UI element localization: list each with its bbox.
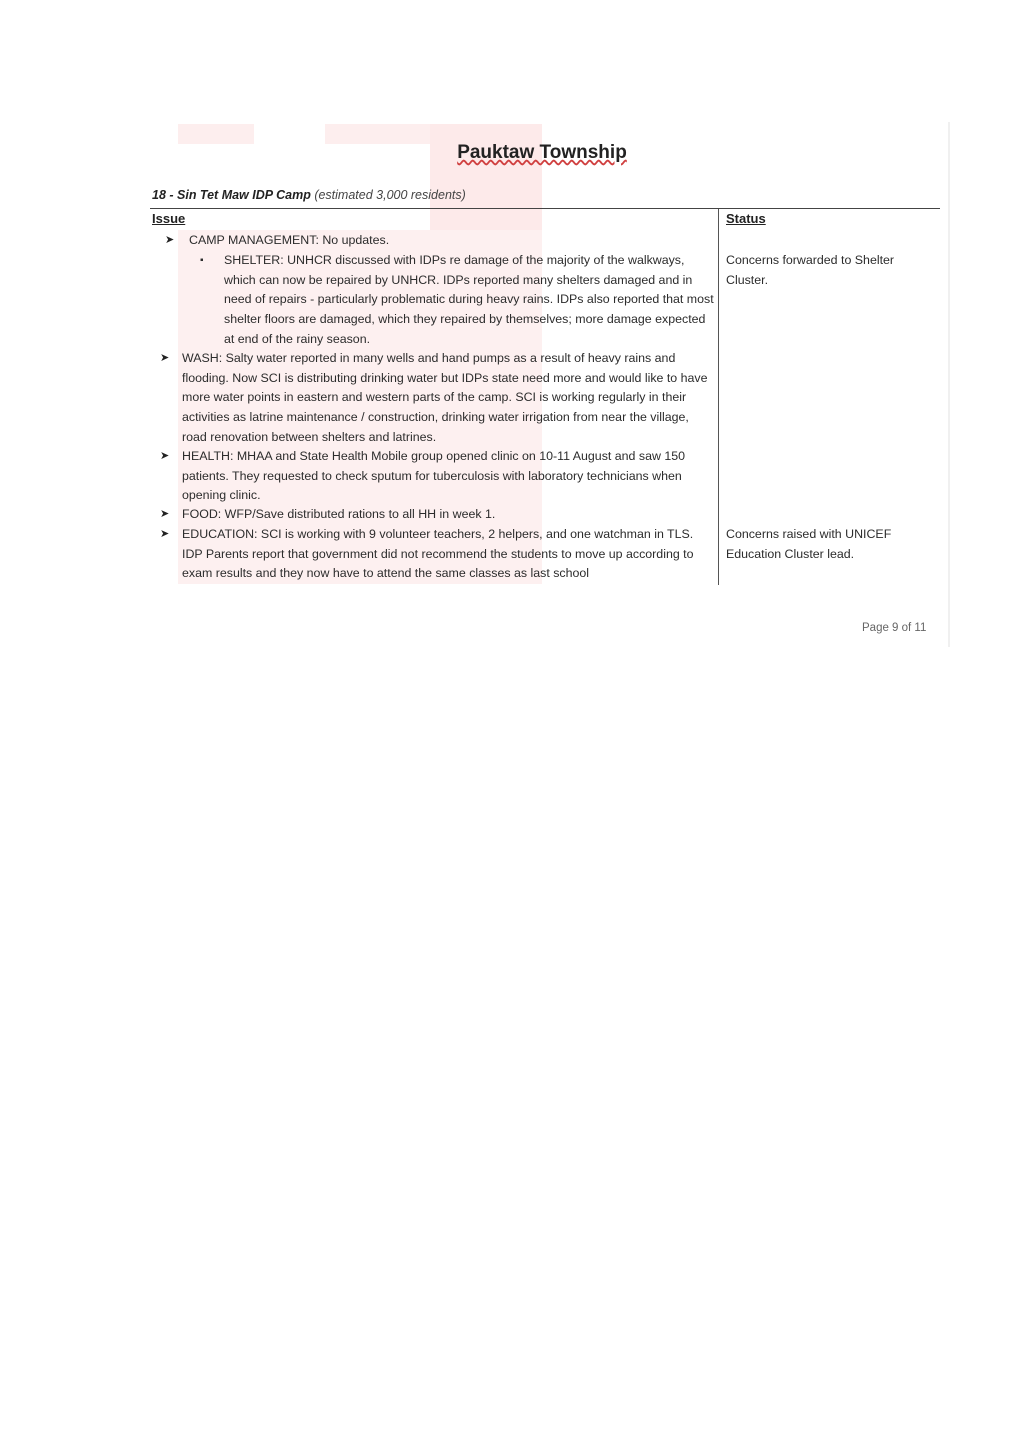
arrow-icon: ➤ [165, 234, 175, 246]
issue-text: WASH: Salty water reported in many wells and hand pumps as a result of heavy rains and flooding. Now SCI is distributing drinking water but IDPs state need more and would like to have more water points in eastern and western parts of the camp. SCI is working regularly in their activities as latrine maintenance / construction, drinking water irrigation from near the village, road renovation between shelters and latrines. [182, 351, 708, 444]
bullet-icon: ▪ [200, 255, 204, 266]
issue-text: SHELTER: UNHCR discussed with IDPs re damage of the majority of the walkways, which can now be repaired by UNHCR. IDPs reported many shelters damaged and in need of repairs - particularly problematic during heavy rains. IDPs also reported that most shelter floors are damaged, which they repaired by themselves; more damage expected at end of the rainy season. [224, 253, 714, 346]
column-divider [718, 209, 719, 585]
issue-text: CAMP MANAGEMENT: No updates. [189, 233, 390, 247]
page-number: Page 9 of 11 [862, 622, 927, 634]
issue-text: EDUCATION: SCI is working with 9 volunteer teachers, 2 helpers, and one watchman in TLS. IDP Parents report that government did not recommend the students to move up according to exam results and they now have to attend the same classes as last school [182, 527, 694, 581]
arrow-icon: ➤ [160, 508, 170, 520]
page-edge [948, 122, 950, 647]
status-education: Concerns raised with UNICEF Education Cluster lead. [726, 527, 892, 561]
watermark-shape [178, 124, 254, 144]
camp-name: 18 - Sin Tet Maw IDP Camp [152, 188, 311, 202]
issue-text: HEALTH: MHAA and State Health Mobile group opened clinic on 10-11 August and saw 150 patients. They requested to check sputum for tuberculosis with laboratory technicians when opening clinic. [182, 449, 686, 503]
issue-text: FOOD: WFP/Save distributed rations to all HH in week 1. [182, 507, 496, 521]
camp-heading [152, 188, 466, 202]
status-header: Status [726, 211, 766, 226]
arrow-icon: ➤ [160, 450, 170, 462]
document-title: Pauktaw Township [457, 142, 627, 163]
status-shelter: Concerns forwarded to Shelter Cluster. [726, 253, 895, 287]
arrow-icon: ➤ [160, 352, 170, 364]
camp-note: (estimated 3,000 residents) [314, 188, 466, 202]
arrow-icon: ➤ [160, 528, 170, 540]
table-rule [150, 208, 940, 209]
issue-header: Issue [152, 211, 186, 226]
